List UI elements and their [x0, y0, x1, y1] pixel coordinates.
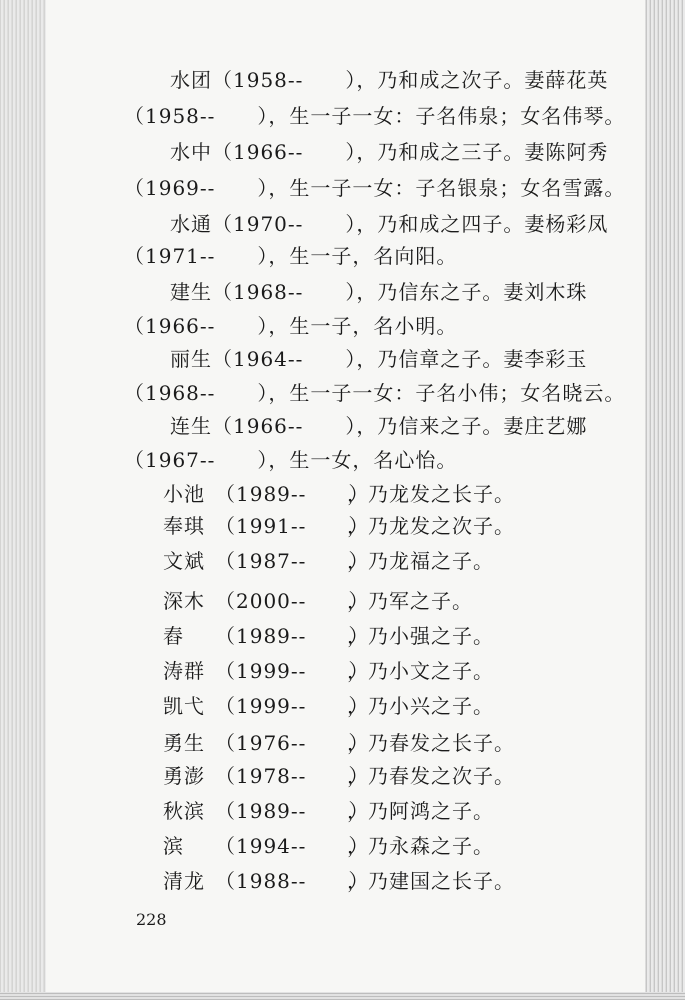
- entry-years: （1987-- ）: [215, 549, 370, 573]
- entry-years: （1989-- ）: [215, 482, 370, 506]
- scan-edge-left: [0, 0, 46, 1000]
- entry-name: 勇生: [163, 731, 205, 755]
- entry-years: （2000-- ）: [215, 589, 370, 613]
- entry-note: ，乃永森之子。: [347, 834, 494, 858]
- entry-name: 勇澎: [163, 764, 205, 788]
- entry-name: 清龙: [163, 869, 205, 893]
- list-item: [163, 764, 515, 788]
- entry-years: （1999-- ）: [215, 659, 370, 683]
- entry-years: （1988-- ）: [215, 869, 370, 893]
- list-item: [163, 482, 515, 506]
- paragraph-line: 建生（1968-- ），乃信东之子。妻刘木珠: [170, 280, 588, 304]
- entry-name: 深木: [163, 589, 205, 613]
- entry-name: 滨: [163, 834, 184, 858]
- entry-note: ，乃阿鸿之子。: [347, 799, 494, 823]
- list-item: [163, 799, 494, 823]
- page-number: 228: [136, 910, 167, 929]
- list-item: [163, 694, 494, 718]
- entry-years: （1989-- ）: [215, 624, 370, 648]
- scan-edge-right: [645, 0, 685, 1000]
- paragraph-line: （1967-- ），生一女，名心怡。: [124, 448, 458, 472]
- entry-years: （1994-- ）: [215, 834, 370, 858]
- entry-note: ，乃龙发之长子。: [347, 482, 515, 506]
- paragraph-line: 水通（1970-- ），乃和成之四子。妻杨彩凤: [170, 212, 609, 236]
- list-item: [163, 514, 515, 538]
- list-item: [163, 659, 494, 683]
- paragraph-line: 水中（1966-- ），乃和成之三子。妻陈阿秀: [170, 140, 609, 164]
- entry-note: ，乃春发之长子。: [347, 731, 515, 755]
- paragraph-line: （1969-- ），生一子一女：子名银泉；女名雪露。: [124, 176, 626, 200]
- list-item: [163, 549, 494, 573]
- paragraph-line: 连生（1966-- ），乃信来之子。妻庄艺娜: [170, 414, 588, 438]
- entry-years: （1989-- ）: [215, 799, 370, 823]
- entry-name: 奉琪: [163, 514, 205, 538]
- list-item: [163, 589, 473, 613]
- entry-note: ，乃小文之子。: [347, 659, 494, 683]
- paragraph-line: （1966-- ），生一子，名小明。: [124, 314, 458, 338]
- entry-years: （1991-- ）: [215, 514, 370, 538]
- entry-name: 文斌: [163, 549, 205, 573]
- list-item: [163, 624, 494, 648]
- paragraph-line: （1968-- ），生一子一女：子名小伟；女名晓云。: [124, 381, 626, 405]
- entry-years: （1976-- ）: [215, 731, 370, 755]
- entry-note: ，乃龙发之次子。: [347, 514, 515, 538]
- paragraph-line: 丽生（1964-- ），乃信章之子。妻李彩玉: [170, 347, 588, 371]
- entry-name: 凯弋: [163, 694, 205, 718]
- list-item: [163, 834, 494, 858]
- paragraph-line: 水团（1958-- ），乃和成之次子。妻薛花英: [170, 68, 609, 92]
- entry-name: 小池: [163, 482, 205, 506]
- entry-note: ，乃小兴之子。: [347, 694, 494, 718]
- paragraph-line: （1958-- ），生一子一女：子名伟泉；女名伟琴。: [124, 104, 626, 128]
- list-item: [163, 731, 515, 755]
- list-item: [163, 869, 515, 893]
- entry-years: （1978-- ）: [215, 764, 370, 788]
- entry-note: ，乃春发之次子。: [347, 764, 515, 788]
- paragraph-line: （1971-- ），生一子，名向阳。: [124, 244, 458, 268]
- entry-note: ，乃建国之长子。: [347, 869, 515, 893]
- entry-years: （1999-- ）: [215, 694, 370, 718]
- entry-note: ，乃小强之子。: [347, 624, 494, 648]
- entry-note: ，乃龙福之子。: [347, 549, 494, 573]
- entry-name: 涛群: [163, 659, 205, 683]
- entry-name: 舂: [163, 624, 184, 648]
- entry-name: 秋滨: [163, 799, 205, 823]
- scan-edge-bottom: [0, 992, 685, 1000]
- entry-note: ，乃军之子。: [347, 589, 473, 613]
